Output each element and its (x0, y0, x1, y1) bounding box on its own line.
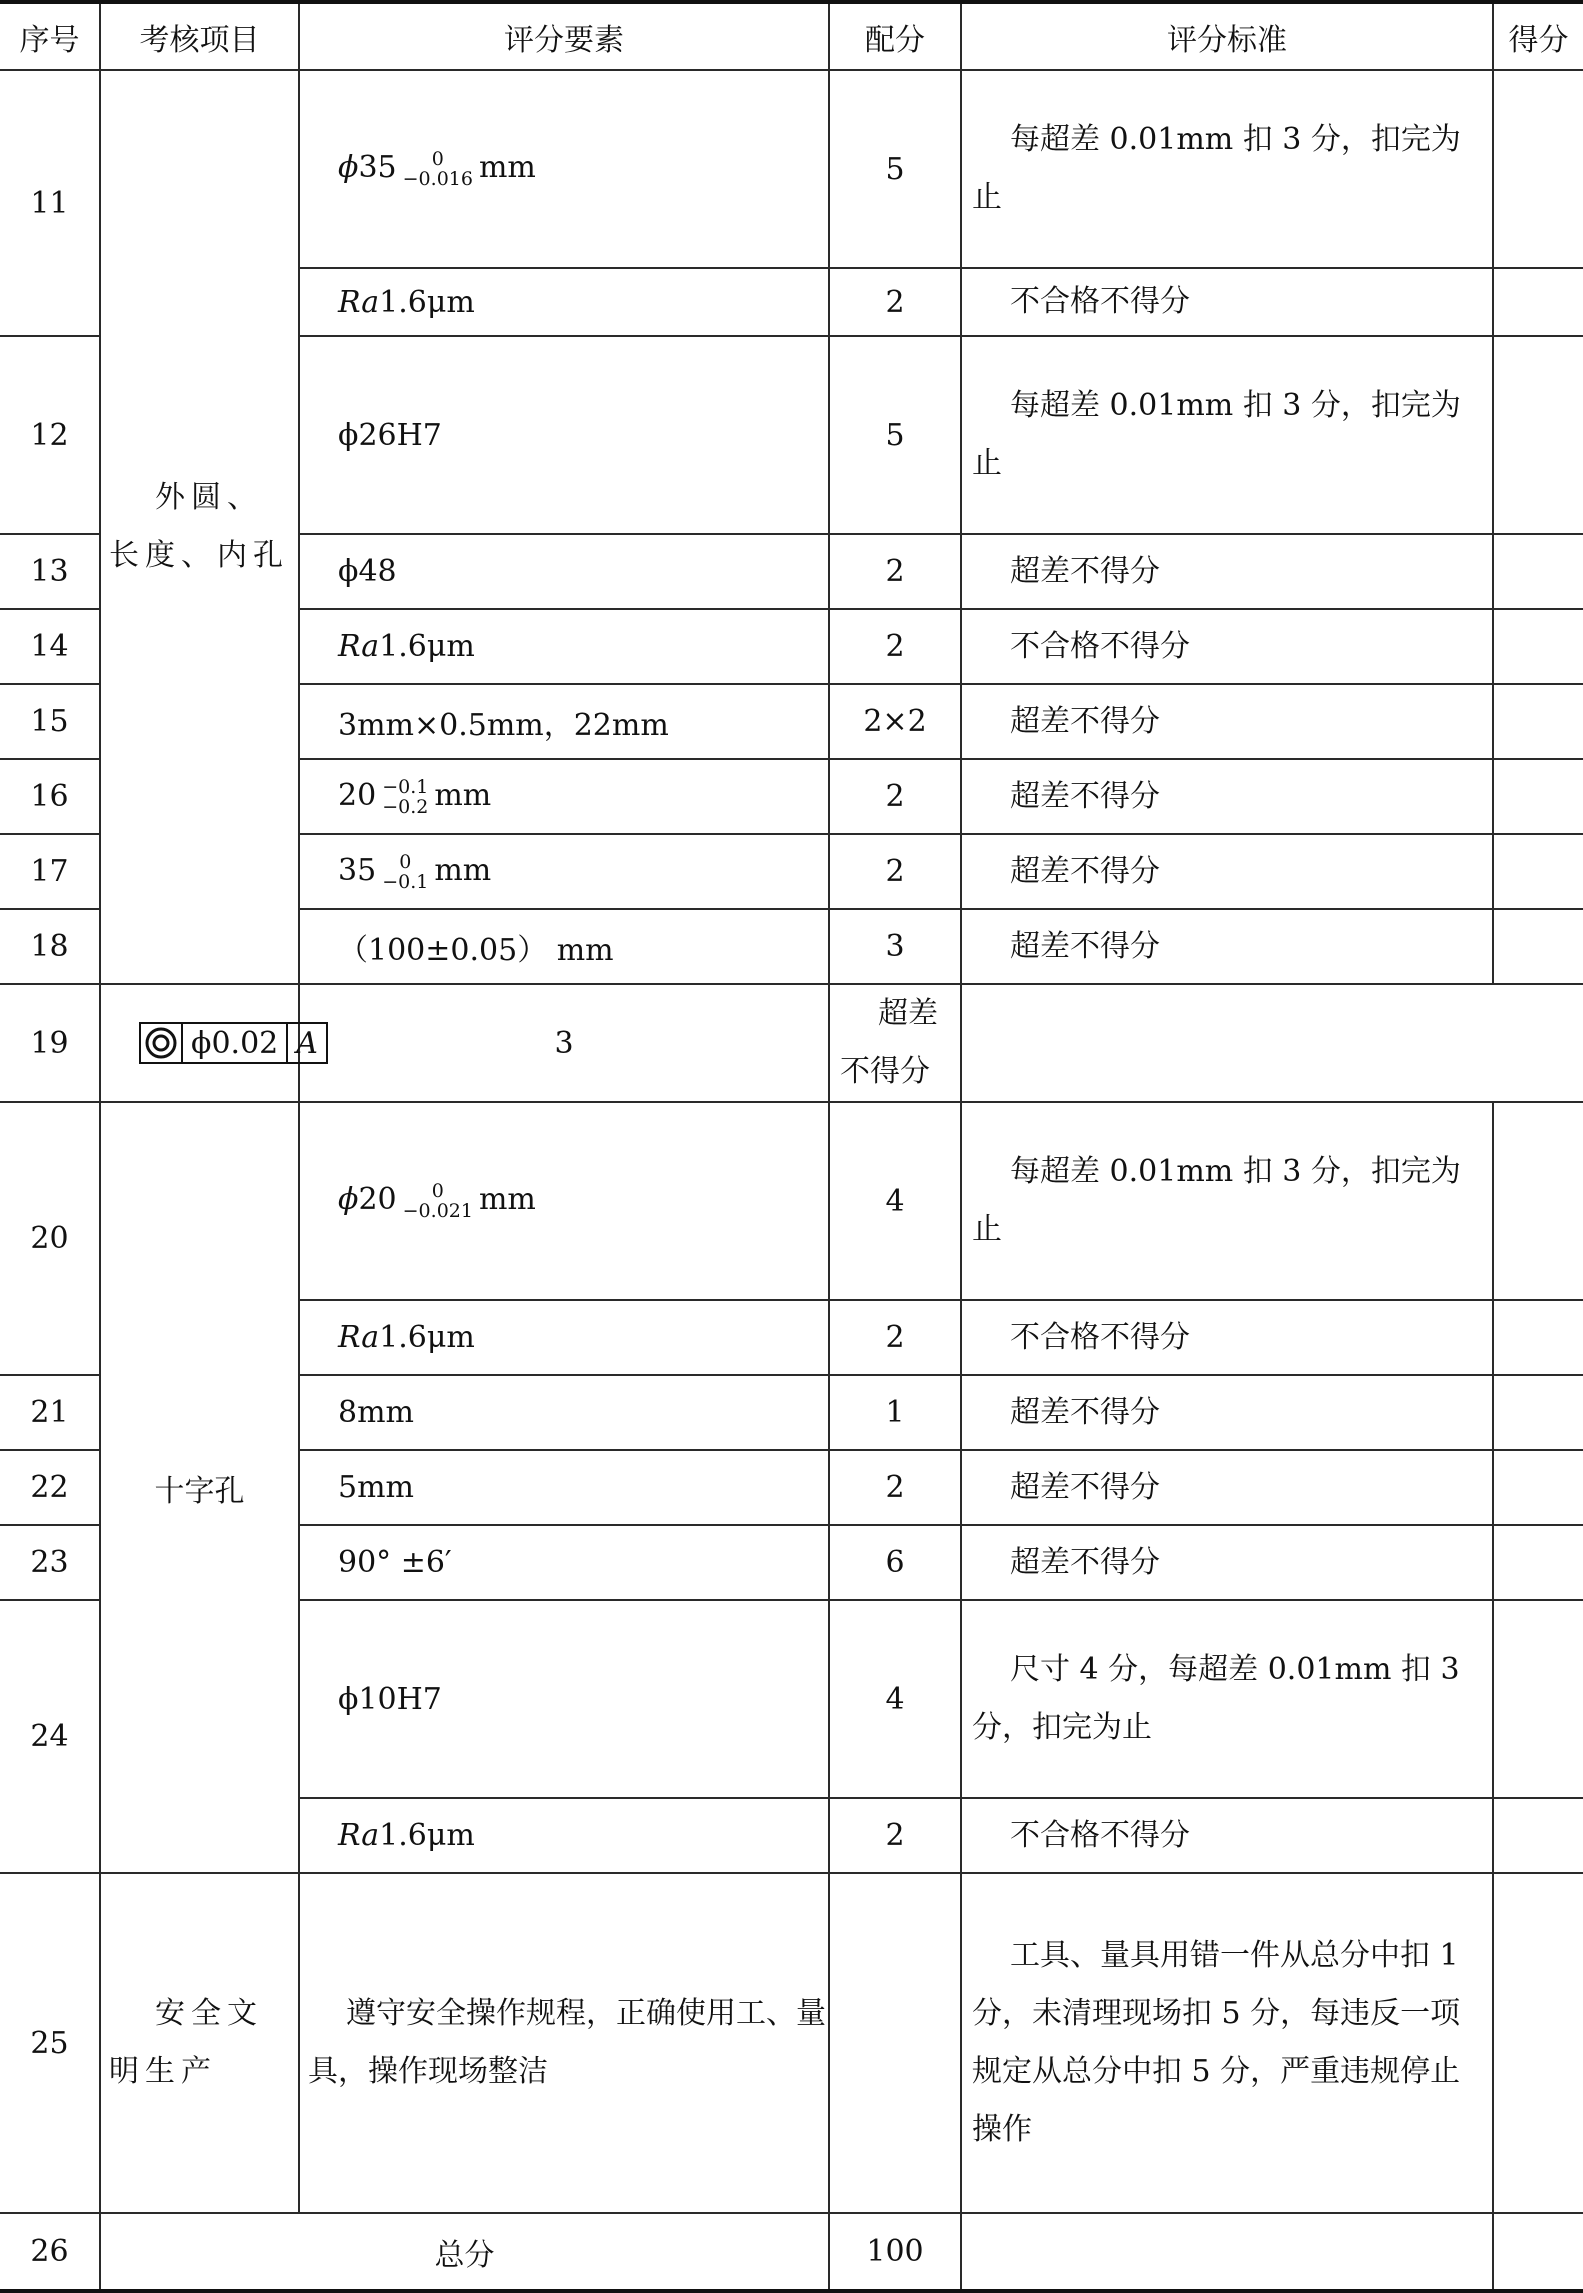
score-cell[interactable] (1493, 336, 1583, 534)
row-no: 20 (0, 1102, 100, 1375)
criteria-cell: 每超差 0.01mm 扣 3 分，扣完为止 (961, 336, 1493, 534)
header-element: 评分要素 (299, 2, 829, 70)
score-cell[interactable] (1493, 909, 1583, 984)
roughness-value: 1.6μm (379, 629, 475, 664)
score-cell[interactable] (1493, 70, 1583, 268)
row-no: 14 (0, 609, 100, 684)
element-cell: 遵守安全操作规程，正确使用工、量具，操作现场整洁 (299, 1873, 829, 2213)
points-cell: 2 (829, 1450, 961, 1525)
dimension-unit: mm (478, 150, 536, 185)
element-cell: 8mm (299, 1375, 829, 1450)
criteria-cell: 超差不得分 (961, 834, 1493, 909)
tolerance-lower: −0.021 (402, 1200, 473, 1222)
criteria-cell: 每超差 0.01mm 扣 3 分，扣完为止 (961, 1102, 1493, 1300)
header-row (0, 2, 1583, 70)
feature-control-frame (139, 1022, 328, 1064)
tolerance-lower: −0.016 (402, 168, 473, 190)
dimension-base: 35 (358, 150, 397, 185)
total-points: 100 (829, 2213, 961, 2291)
row-no: 16 (0, 759, 100, 834)
header-score: 得分 (1493, 2, 1583, 70)
dimension-unit: mm (434, 852, 492, 888)
datum-label: A (286, 1024, 326, 1062)
score-cell[interactable] (1493, 1450, 1583, 1525)
points-cell: 3 (299, 984, 829, 1102)
criteria-cell: 超差不得分 (961, 909, 1493, 984)
roughness-value: 1.6μm (379, 1320, 475, 1355)
roughness-symbol: Ra (338, 284, 380, 320)
criteria-cell: 超差不得分 (829, 984, 961, 1102)
element-cell (299, 1300, 829, 1375)
tolerance (382, 777, 428, 817)
criteria-cell: 超差不得分 (961, 684, 1493, 759)
criteria-cell: 超差不得分 (961, 534, 1493, 609)
project-cross: 十字孔 (100, 1102, 299, 1873)
row-no: 15 (0, 684, 100, 759)
score-cell[interactable] (1493, 1375, 1583, 1450)
row-no: 11 (0, 70, 100, 336)
element-cell (299, 759, 829, 834)
score-cell[interactable] (1493, 268, 1583, 336)
diameter-symbol: ϕ (338, 1182, 359, 1217)
points-cell: 2 (829, 1798, 961, 1873)
table-row (0, 1102, 1583, 1300)
roughness-symbol: Ra (338, 629, 380, 664)
header-project: 考核项目 (100, 2, 299, 70)
element-cell (299, 70, 829, 268)
element-cell: 90° ±6′ (299, 1525, 829, 1600)
roughness-symbol: Ra (338, 1320, 380, 1355)
points-cell: 1 (829, 1375, 961, 1450)
score-cell[interactable] (1493, 1102, 1583, 1300)
criteria-cell: 每超差 0.01mm 扣 3 分，扣完为止 (961, 70, 1493, 268)
criteria-cell: 工具、量具用错一件从总分中扣 1 分，未清理现场扣 5 分，每违反一项规定从总分中扣 5 分，严重违规停止操作 (961, 1873, 1493, 2213)
roughness-value: 1.6μm (379, 1818, 475, 1853)
points-cell: 5 (829, 336, 961, 534)
criteria-cell (961, 2213, 1493, 2291)
element-cell (299, 834, 829, 909)
score-cell[interactable] (1493, 1600, 1583, 1798)
points-cell: 3 (829, 909, 961, 984)
element-cell: ϕ10H7 (299, 1600, 829, 1798)
tolerance-lower: −0.1 (382, 870, 429, 893)
tolerance-upper: 0 (431, 1180, 444, 1202)
score-cell[interactable] (1493, 1798, 1583, 1873)
table-row (0, 70, 1583, 268)
element-cell (299, 268, 829, 336)
element-cell: ϕ48 (299, 534, 829, 609)
row-no: 24 (0, 1600, 100, 1873)
row-no: 21 (0, 1375, 100, 1450)
header-points: 配分 (829, 2, 961, 70)
tolerance (403, 1181, 473, 1221)
element-cell: （100±0.05） mm (299, 909, 829, 984)
element-cell (299, 1798, 829, 1873)
criteria-cell: 不合格不得分 (961, 1300, 1493, 1375)
score-cell[interactable] (1493, 609, 1583, 684)
score-cell[interactable] (961, 984, 1493, 1102)
tolerance-upper: 0 (431, 148, 444, 170)
row-no: 25 (0, 1873, 100, 2213)
row-no: 17 (0, 834, 100, 909)
tolerance (382, 852, 428, 892)
criteria-cell: 超差不得分 (961, 759, 1493, 834)
total-row (0, 2213, 1583, 2291)
tolerance-value: ϕ0.02 (181, 1024, 286, 1062)
element-cell: 5mm (299, 1450, 829, 1525)
criteria-cell: 不合格不得分 (961, 609, 1493, 684)
score-cell[interactable] (1493, 1525, 1583, 1600)
header-criteria: 评分标准 (961, 2, 1493, 70)
roughness-value: 1.6μm (379, 284, 475, 320)
points-cell: 2 (829, 834, 961, 909)
row-no: 23 (0, 1525, 100, 1600)
criteria-cell: 超差不得分 (961, 1450, 1493, 1525)
dimension-base: 35 (338, 852, 377, 888)
diameter-symbol: ϕ (338, 150, 359, 185)
score-cell[interactable] (1493, 2213, 1583, 2291)
points-cell: 2 (829, 609, 961, 684)
table-row (0, 1873, 1583, 2213)
criteria-cell: 超差不得分 (961, 1525, 1493, 1600)
score-cell[interactable] (1493, 834, 1583, 909)
points-cell: 2 (829, 1300, 961, 1375)
row-no: 18 (0, 909, 100, 984)
criteria-cell: 尺寸 4 分，每超差 0.01mm 扣 3 分，扣完为止 (961, 1600, 1493, 1798)
table-row (0, 984, 1583, 1102)
dimension-base: 20 (358, 1182, 397, 1217)
project-outer: 外圆、长度、内孔 (100, 70, 299, 984)
score-cell[interactable] (1493, 534, 1583, 609)
points-cell: 5 (829, 70, 961, 268)
header-no: 序号 (0, 2, 100, 70)
row-no: 19 (0, 984, 100, 1102)
project-safety: 安全文明生产 (100, 1873, 299, 2213)
tolerance-upper: −0.1 (382, 775, 429, 798)
row-no: 13 (0, 534, 100, 609)
element-cell: ϕ26H7 (299, 336, 829, 534)
row-no: 22 (0, 1450, 100, 1525)
element-cell (299, 1102, 829, 1300)
points-cell: 4 (829, 1102, 961, 1300)
criteria-cell: 不合格不得分 (961, 268, 1493, 336)
tolerance-upper: 0 (399, 850, 412, 873)
dimension-unit: mm (478, 1182, 536, 1217)
points-cell: 2 (829, 759, 961, 834)
tolerance (403, 149, 473, 189)
score-cell[interactable] (1493, 684, 1583, 759)
tolerance-lower: −0.2 (382, 795, 429, 818)
score-cell[interactable] (1493, 759, 1583, 834)
row-no: 26 (0, 2213, 100, 2291)
score-cell[interactable] (1493, 1300, 1583, 1375)
points-cell (829, 1873, 961, 2213)
points-cell: 6 (829, 1525, 961, 1600)
dimension-unit: mm (434, 777, 492, 813)
element-cell (100, 984, 318, 1102)
score-cell[interactable] (1493, 1873, 1583, 2213)
element-cell: 3mm×0.5mm，22mm (299, 684, 829, 759)
points-cell: 2 (829, 268, 961, 336)
row-no: 12 (0, 336, 100, 534)
dimension-base: 20 (338, 777, 377, 813)
total-label: 总分 (100, 2213, 829, 2291)
criteria-cell: 超差不得分 (961, 1375, 1493, 1450)
points-cell: 4 (829, 1600, 961, 1798)
points-cell: 2×2 (829, 684, 961, 759)
element-cell (299, 609, 829, 684)
concentricity-icon (141, 1024, 181, 1062)
criteria-cell: 不合格不得分 (961, 1798, 1493, 1873)
roughness-symbol: Ra (338, 1818, 380, 1853)
points-cell: 2 (829, 534, 961, 609)
